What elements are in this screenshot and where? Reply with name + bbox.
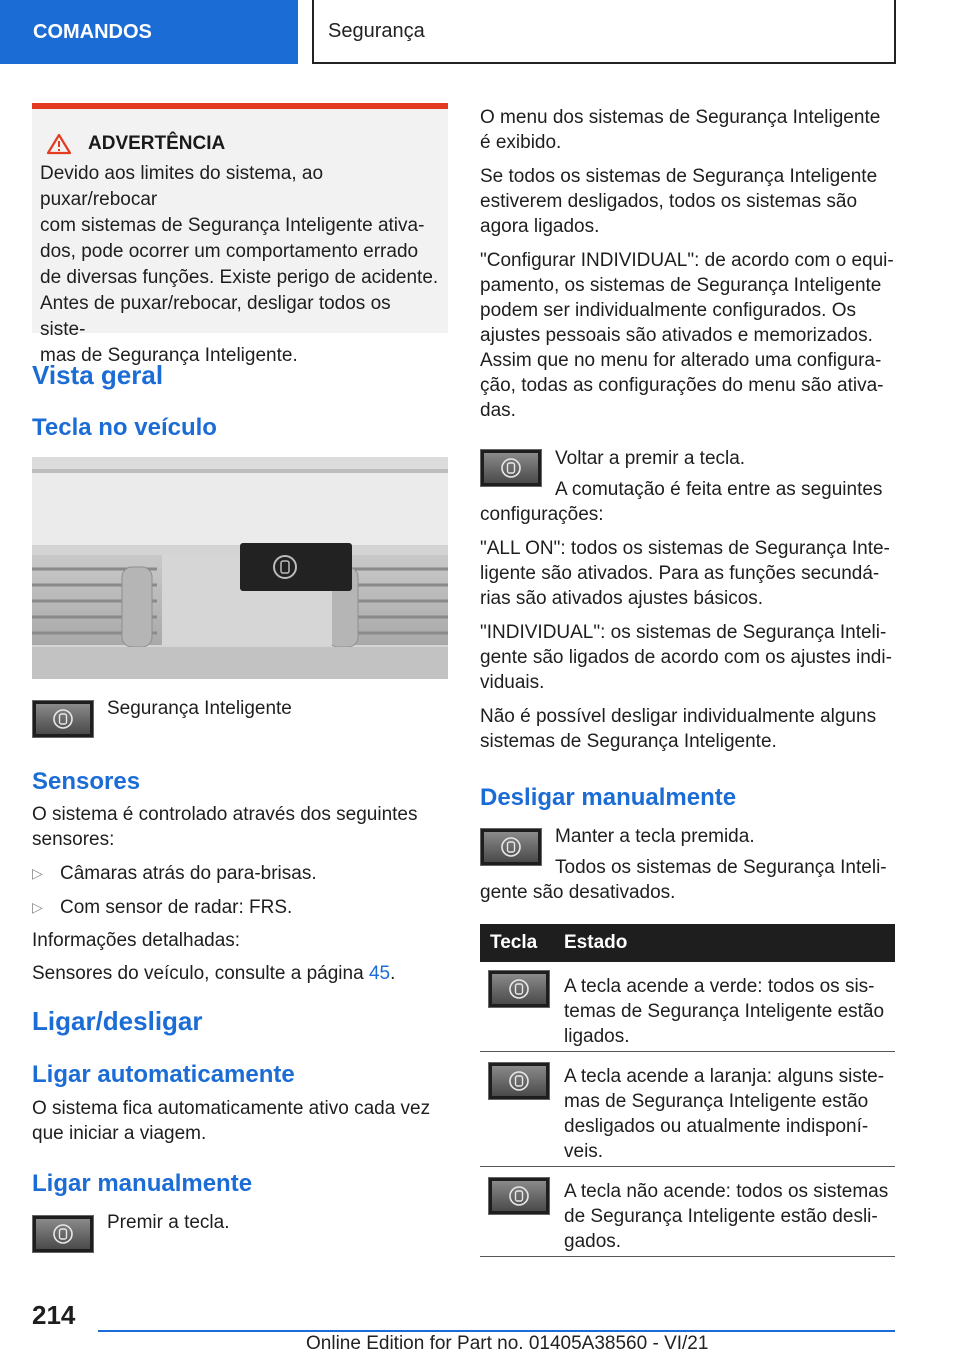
smart-safety-button-image — [488, 1177, 550, 1215]
button-caption: Segurança Inteligente — [107, 698, 292, 719]
warning-line: Antes de puxar/rebocar, desligar todos os siste- — [40, 293, 391, 340]
cell-line: veis. — [564, 1141, 604, 1162]
paragraph-line: Assim que no menu for alterado uma configura- — [480, 350, 882, 371]
paragraph-line: viduais. — [480, 672, 545, 693]
safety-key-icon — [508, 1185, 530, 1207]
warning-line: Devido aos limites do sistema, ao puxar/rebocar — [40, 163, 324, 210]
warning-line: mas de Segurança Inteligente. — [40, 345, 298, 366]
manual-text: Premir a tecla. — [107, 1212, 230, 1233]
footer-divider — [98, 1330, 895, 1332]
paragraph-line: gente são ligados de acordo com os ajustes indi- — [480, 647, 892, 668]
auto-text: que iniciar a viagem. — [32, 1123, 207, 1144]
paragraph-line: ajustes pessoais são ativados e memorizados. — [480, 325, 873, 346]
table-header — [480, 924, 895, 962]
paragraph-line: das. — [480, 400, 516, 421]
section-tab — [312, 0, 896, 64]
cell-line: mas de Segurança Inteligente estão — [564, 1091, 869, 1112]
heading-manual-off: Desligar manualmente — [480, 784, 737, 811]
chapter-tab — [0, 0, 298, 64]
warning-line: dos, pode ocorrer um comportamento errado — [40, 241, 419, 262]
all-off-text: gente são desativados. — [480, 882, 676, 903]
bullet-triangle-icon: ▷ — [32, 865, 43, 881]
paragraph-line: podem ser individualmente configurados. Os — [480, 300, 856, 321]
safety-key-icon — [52, 1223, 74, 1245]
paragraph-line: Se todos os sistemas de Segurança Inteligente — [480, 166, 878, 187]
paragraph-line: O menu dos sistemas de Segurança Inteligente — [480, 107, 881, 128]
smart-safety-button-image — [488, 970, 550, 1008]
table-row — [480, 962, 895, 1052]
cell-line: desligados ou atualmente indisponí- — [564, 1116, 869, 1137]
heading-auto-on: Ligar automaticamente — [32, 1061, 295, 1088]
smart-safety-button-image — [480, 828, 542, 866]
warning-triangle-icon — [46, 133, 72, 155]
paragraph-line: "ALL ON": todos os sistemas de Segurança Inte- — [480, 538, 890, 559]
paragraph-line: agora ligados. — [480, 216, 600, 237]
safety-key-icon — [508, 1070, 530, 1092]
warning-title-text: ADVERTÊNCIA — [88, 133, 226, 154]
safety-key-icon — [500, 836, 522, 858]
warning-line: com sistemas de Segurança Inteligente ativa- — [40, 215, 425, 236]
vehicle-button-photo — [32, 457, 448, 679]
state-table — [480, 924, 895, 1257]
sensors-intro: sensores: — [32, 829, 115, 850]
cell-line: gados. — [564, 1231, 622, 1252]
heading-key-in-vehicle: Tecla no veículo — [32, 414, 217, 441]
paragraph-line: estiverem desligados, todos os sistemas são — [480, 191, 858, 212]
heading-overview: Vista geral — [32, 360, 164, 390]
all-off-text: Todos os sistemas de Segurança Inteli- — [555, 857, 887, 878]
section-label: Segurança — [328, 19, 425, 42]
hold-text: Manter a tecla premida. — [555, 826, 755, 847]
list-item: ▷ Câmaras atrás do para-brisas. — [32, 863, 317, 884]
cell-line: temas de Segurança Inteligente estão — [564, 1001, 885, 1022]
safety-key-icon — [508, 978, 530, 1000]
cell-line: ligados. — [564, 1026, 630, 1047]
paragraph-line: rias são ativados ajustes básicos. — [480, 588, 764, 609]
details-reference: Sensores do veículo, consulte a página 45. — [32, 963, 396, 984]
table-row — [480, 1052, 895, 1167]
toggle-text: A comutação é feita entre as seguintes — [555, 479, 883, 500]
warning-title — [40, 133, 440, 155]
heading-on-off: Ligar/desligar — [32, 1006, 203, 1036]
smart-safety-button-image — [480, 449, 542, 487]
bullet-triangle-icon: ▷ — [32, 899, 43, 915]
cell-line: A tecla acende a verde: todos os sis- — [564, 976, 875, 997]
paragraph-line: pamento, os sistemas de Segurança Inteligente — [480, 275, 882, 296]
paragraph-line: sistemas de Segurança Inteligente. — [480, 731, 777, 752]
smart-safety-button-image — [32, 700, 94, 738]
heading-sensors: Sensores — [32, 768, 141, 795]
column-header-state: Estado — [564, 932, 628, 953]
paragraph-line: Não é possível desligar individualmente alguns — [480, 706, 877, 727]
page-link[interactable]: 45 — [368, 963, 391, 984]
auto-text: O sistema fica automaticamente ativo cada vez — [32, 1098, 431, 1119]
safety-key-icon — [500, 457, 522, 479]
paragraph-line: ligente são ativados. Para as funções secundá- — [480, 563, 880, 584]
warning-box — [32, 103, 448, 366]
sensors-intro: O sistema é controlado através dos seguintes — [32, 804, 418, 825]
paragraph-line: "INDIVIDUAL": os sistemas de Segurança Inteli- — [480, 622, 887, 643]
paragraph-line: é exibido. — [480, 132, 562, 153]
smart-safety-button-image — [488, 1062, 550, 1100]
cell-line: A tecla não acende: todos os sistemas — [564, 1181, 889, 1202]
paragraph-line: configurações: — [480, 504, 604, 525]
paragraph-line: "Configurar INDIVIDUAL": de acordo com o equi- — [480, 250, 894, 271]
warning-line: de diversas funções. Existe perigo de acidente. — [40, 267, 439, 288]
details-label: Informações detalhadas: — [32, 930, 241, 951]
edition-text: Online Edition for Part no. 01405A38560 - VI/21 — [306, 1333, 709, 1354]
cell-line: A tecla acende a laranja: alguns siste- — [564, 1066, 885, 1087]
page-number: 214 — [32, 1300, 76, 1330]
cell-line: de Segurança Inteligente estão desli- — [564, 1206, 878, 1227]
smart-safety-button-image — [32, 1215, 94, 1253]
column-header-key: Tecla — [490, 932, 538, 953]
repress-text: Voltar a premir a tecla. — [555, 448, 746, 469]
table-row — [480, 1167, 895, 1257]
list-item: ▷ Com sensor de radar: FRS. — [32, 897, 293, 918]
heading-manual-on: Ligar manualmente — [32, 1170, 253, 1197]
safety-key-icon — [52, 708, 74, 730]
chapter-label: COMANDOS — [33, 20, 152, 43]
paragraph-line: ção, todas as configurações do menu são ativa- — [480, 375, 884, 396]
